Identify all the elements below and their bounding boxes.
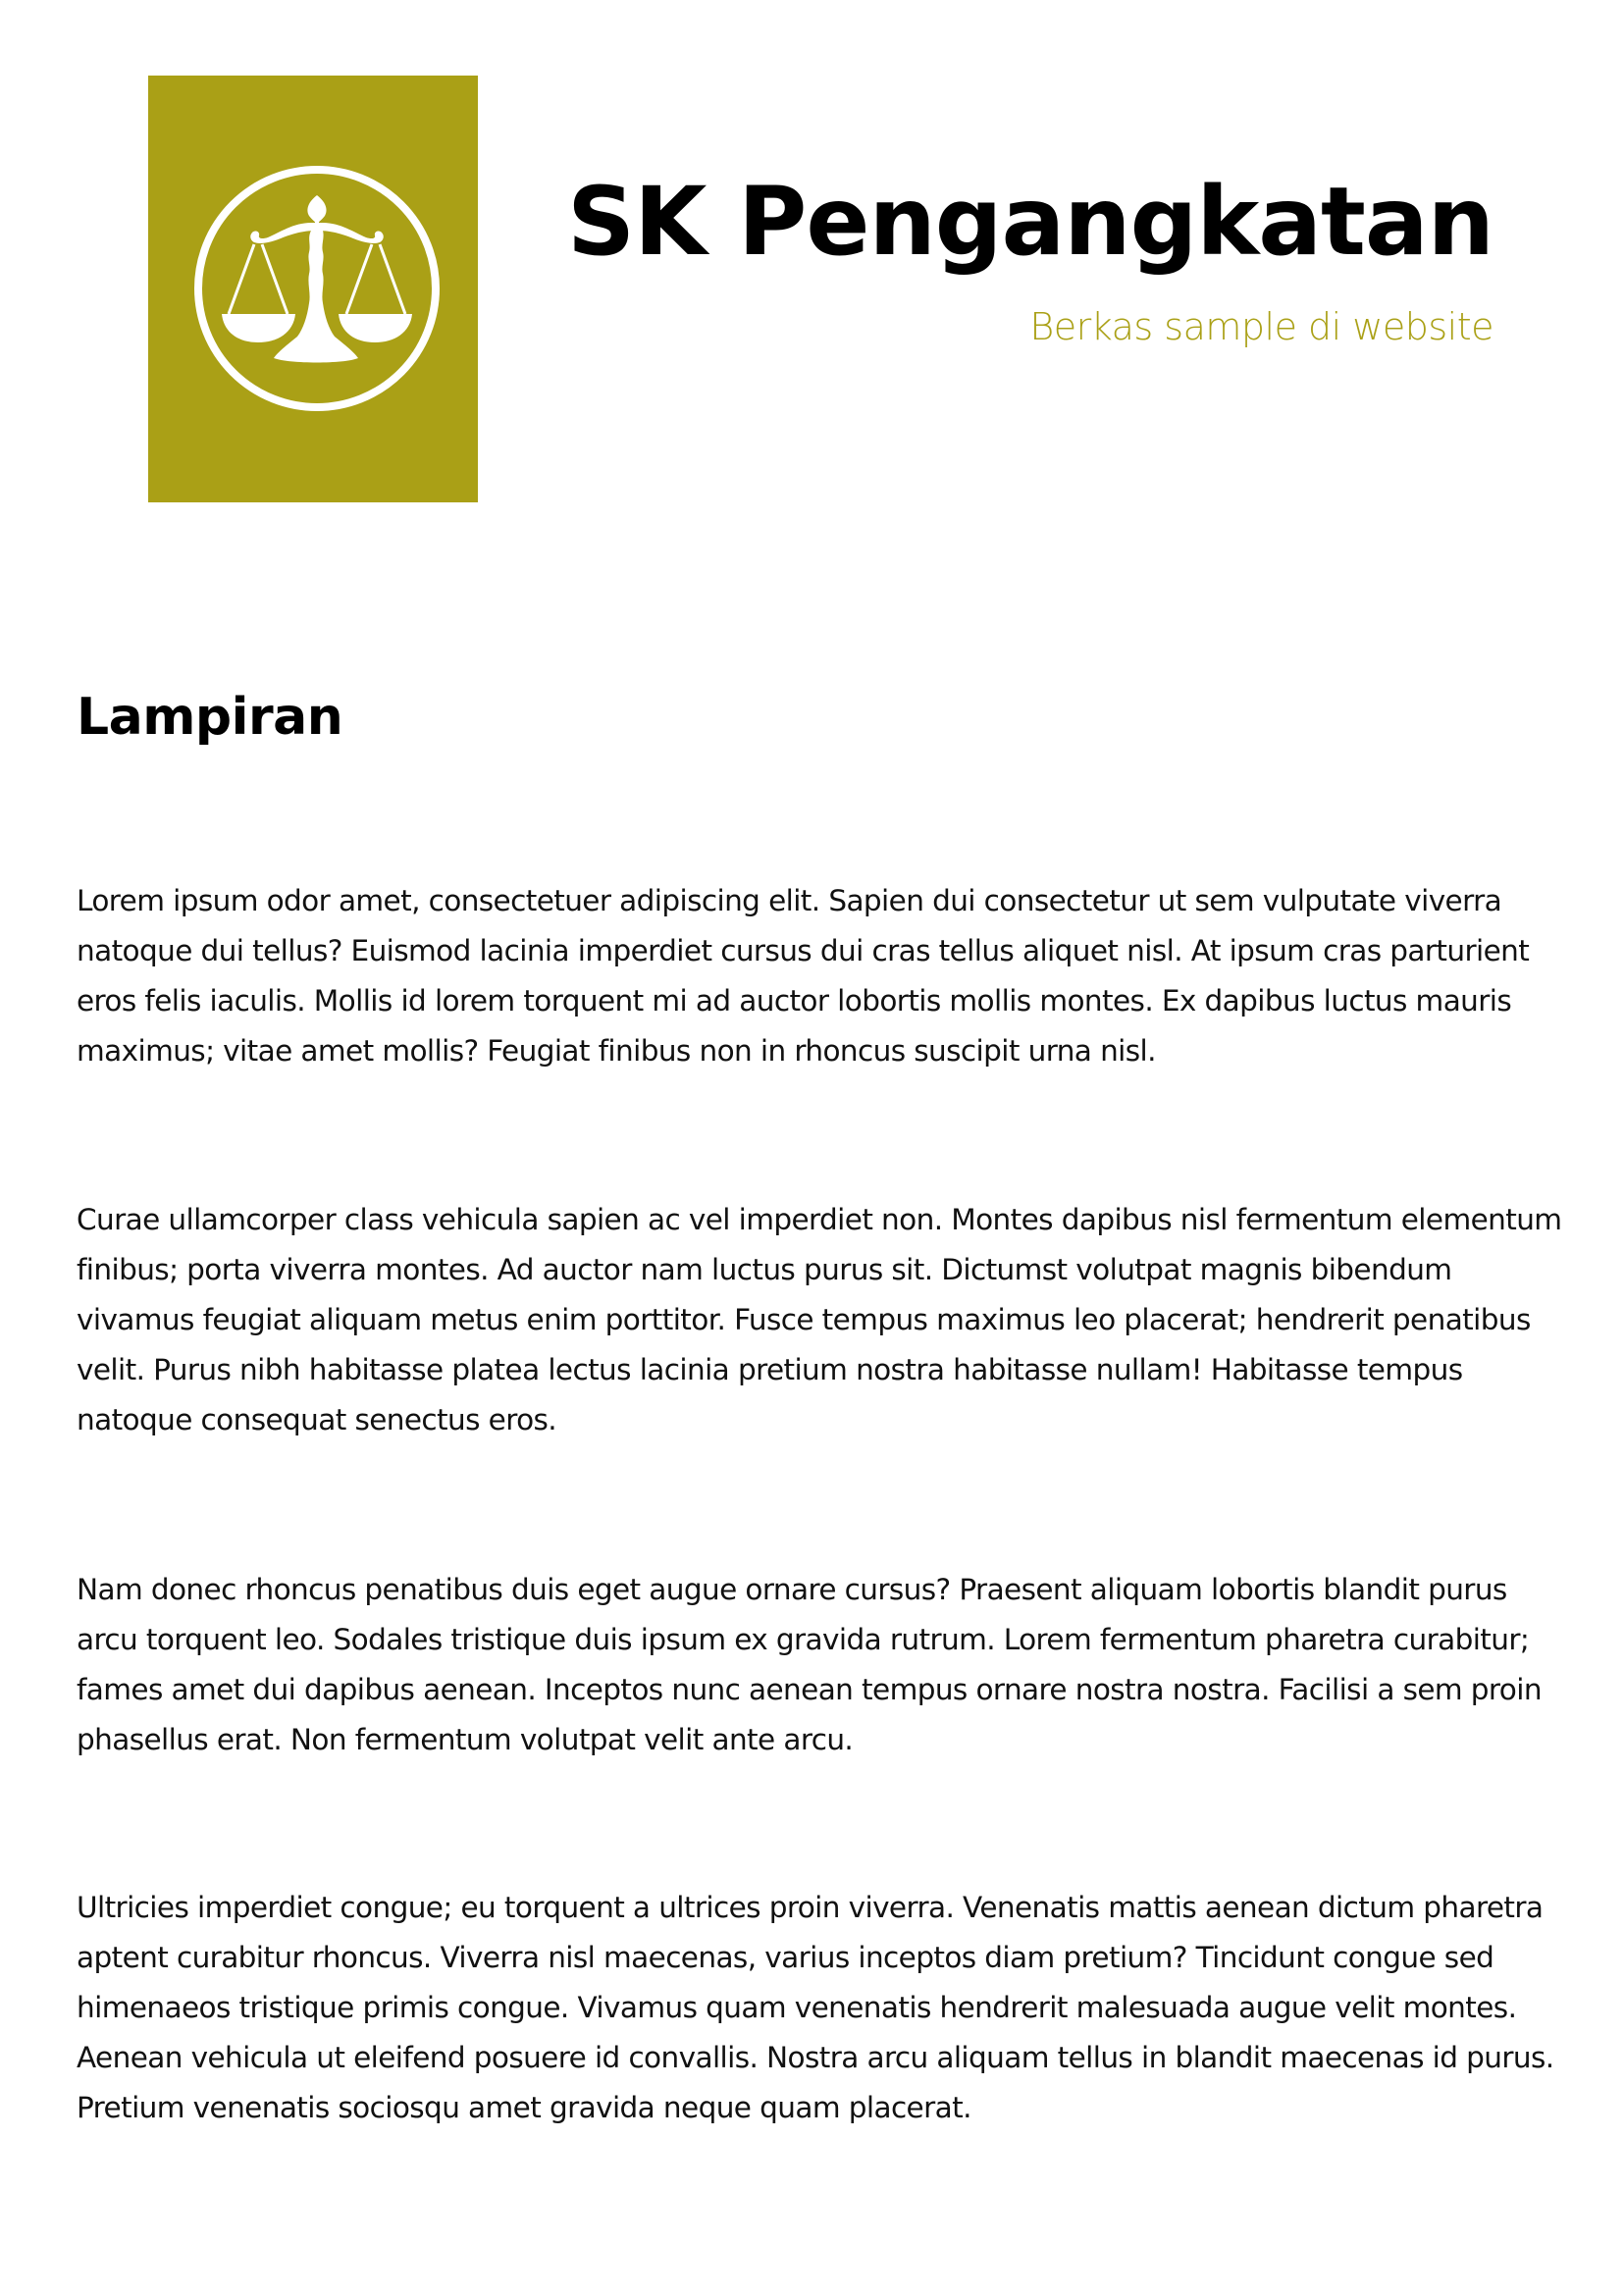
logo [148,76,478,502]
document-title: SK Pengangkatan [567,167,1493,277]
paragraph: Ultricies imperdiet congue; eu torquent a ultrices proin viverra. Venenatis mattis aenean dictum pharetra aptent curabitur rhoncus. Viverra nisl maecenas, varius inceptos diam pretium? Tincidunt congue sed himenaeos tristique primis congue. Vivamus quam venenatis hendrerit malesuada augue velit montes. Aenean vehicula ut eleifend posuere id convallis. Nostra arcu aliquam tellus in blandit maecenas id purus. Pretium venenatis sociosqu amet gravida neque quam placerat. [77,1891,1554,2124]
scales-of-justice-icon [148,76,478,502]
section-heading: Lampiran [77,688,343,747]
paragraph: Lorem ipsum odor amet, consectetuer adipiscing elit. Sapien dui consectetur ut sem vulputate viverra natoque dui tellus? Euismod lacinia imperdiet cursus dui cras tellus aliquet nisl. At ipsum cras parturient eros felis iaculis. Mollis id lorem torquent mi ad auctor lobortis mollis montes. Ex dapibus luctus mauris maximus; vitae amet mollis? Feugiat finibus non in rhoncus suscipit urna nisl. [77,884,1530,1068]
paragraph: Nam donec rhoncus penatibus duis eget augue ornare cursus? Praesent aliquam lobortis blandit purus arcu torquent leo. Sodales tristique duis ipsum ex gravida rutrum. Lorem fermentum pharetra curabitur; fames amet dui dapibus aenean. Inceptos nunc aenean tempus ornare nostra nostra. Facilisi a sem proin phasellus erat. Non fermentum volutpat velit ante arcu. [77,1573,1542,1756]
document-subtitle: Berkas sample di website [1029,305,1493,348]
paragraph: Curae ullamcorper class vehicula sapien ac vel imperdiet non. Montes dapibus nisl fermentum elementum finibus; porta viverra montes. Ad auctor nam luctus purus sit. Dictumst volutpat magnis bibendum vivamus feugiat aliquam metus enim porttitor. Fusce tempus maximus leo placerat; hendrerit penatibus velit. Purus nibh habitasse platea lectus lacinia pretium nostra habitasse nullam! Habitasse tempus natoque consequat senectus eros. [77,1203,1562,1436]
